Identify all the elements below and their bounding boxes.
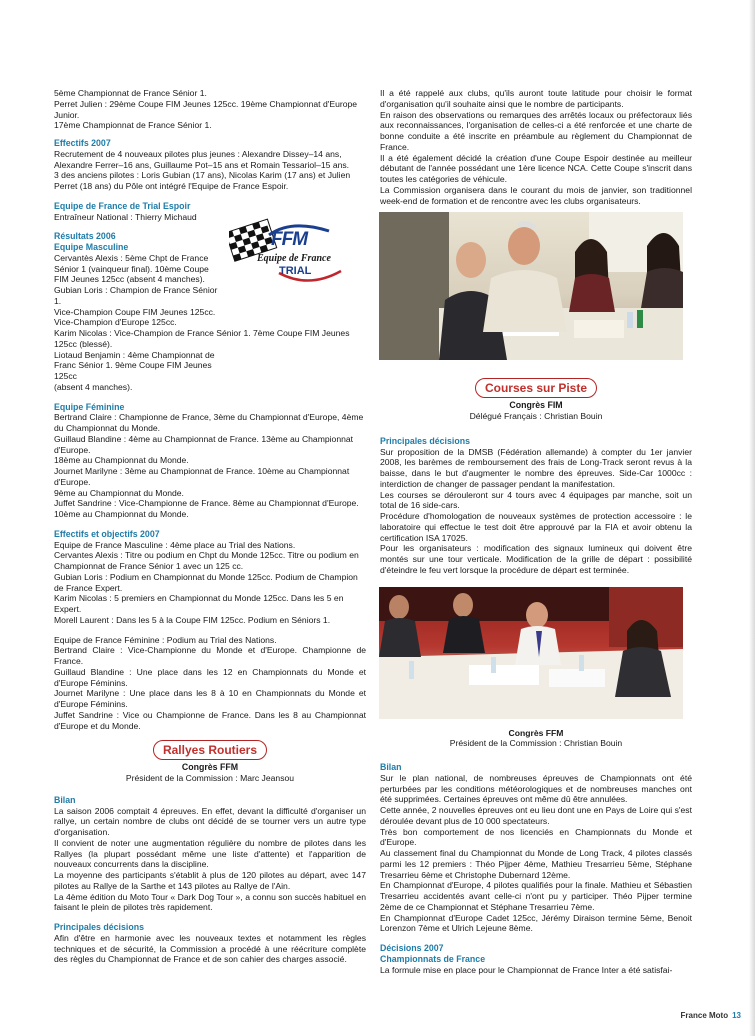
intro-line: Perret Julien : 29ème Coupe FIM Jeunes 125cc. 19ème Championnat d'Europe Junior. [54, 98, 358, 120]
meeting-photo-1 [379, 212, 683, 360]
feminine-line: 18ème au Championnat du Monde. [54, 455, 189, 466]
courses-congres: Congrès FIM [509, 400, 563, 411]
feminine-line: Guillaud Blandine : 4ème au Championnat de France. 13ème au Championnat d'Europe. [54, 433, 354, 455]
objectif-line: Karim Nicolas : 5 premiers en Championnat du Monde 125cc. Dans les 5 en Expert. [54, 593, 344, 614]
courses-bilan-heading: Bilan [380, 762, 402, 772]
result-line: Vice-Champion Coupe FIM Jeunes 125cc. [54, 306, 216, 317]
decisions-2007-heading: Décisions 2007 [380, 943, 444, 953]
objectif-line: Juffet Sandrine : Vice ou Championne de France. Dans les 8 au Championnat d'Europe et du Monde. [54, 709, 366, 731]
objectif-line: Cervantes Alexis : Titre ou podium en Chpt du Monde 125cc. Titre ou podium en Championnat de France Sénior 1 avec un 125 cc. [54, 550, 359, 571]
result-line: Liotaud Benjamin : 4ème Championnat de Franc Sénior 1. 9ème Coupe FIM Jeunes 125cc [54, 349, 215, 381]
right-top-line: Il a été également décidé la création d'une Coupe Espoir destinée au meilleur débutant de l'année possédant une 1ère licence NCA. Cette Coupe s'inscrit dans toutes les catégories de véhicule. [380, 152, 692, 184]
equipe-masculine-heading: Equipe Masculine [54, 242, 129, 252]
ffm-acronym: FFM [271, 229, 308, 250]
intro-line: 5ème Championnat de France Sénior 1. [54, 88, 207, 98]
result-line: Cervantès Alexis : 5ème Chpt de France Sénior 1 (vainqueur final). 10ème Coupe FIM Jeunes 125cc (absent 4 manches). [54, 252, 209, 285]
feminine-line: Journet Marilyne : 3ème au Championnat de France. 10ème au Championnat d'Europe. [54, 466, 350, 487]
courses-decision-line: Pour les organisateurs : modification des signaux lumineux qui doivent être montés sur une tour verticale. Modification de la grille de départ : possibilité d'éteindre le feu vert lorsque la procédure de départ est terminée. [380, 543, 692, 575]
courses-bilan-line: Au classement final du Championnat du Monde de Long Track, 4 pilotes classés parmi les 12 premiers : Théo Pijper 4ème, Mathieu Tresarrieu 5ème, Stéphane Tresarrieu 6ème et Christophe Dubernard 12ème. [380, 848, 692, 880]
rallyes-bilan-line: Il convient de noter une augmentation régulière du nombre de pilotes dans les Rallyes (la plupart possédant même une liste d'attente) et l'apparition de nouveaux concurrents dans la discipline. [54, 837, 366, 870]
footer-page-number: 13 [732, 1011, 741, 1020]
objectif-line: Guillaud Blandine : Une place dans les 12 en Championnats du Monde et d'Europe Féminins. [54, 666, 366, 688]
objectif-line: Equipe de France Féminine : Podium au Trial des Nations. [54, 634, 277, 645]
resultats-2006-heading: Résultats 2006 [54, 231, 116, 242]
effectifs-2007-heading: Effectifs 2007 [54, 138, 111, 148]
courses-bilan-line: Sur le plan national, de nombreuses épreuves de Championnats ont été perturbées par les conditions météorologiques et de nombreuses manches ont été supprimées. Certaines épreuves ont même dû être annulées. [380, 772, 692, 805]
rallyes-bilan-line: La 4ème édition du Moto Tour « Dark Dog Tour », a connu son succès habituel en faisant le plein de pilotes très rapidement. [54, 891, 366, 913]
footer-magazine: France Moto [680, 1011, 729, 1020]
courses-bilan-line: Très bon comportement de nos licenciés en Championnats du Monde et d'Europe. [380, 826, 692, 848]
equipe-espoir-line: Entraîneur National : Thierry Michaud [54, 211, 197, 222]
ffm-trial-logo [229, 215, 349, 289]
feminine-line: Juffet Sandrine : Vice-Championne de France. 8ème au Championnat d'Europe. [54, 498, 359, 509]
rallyes-decisions-heading: Principales décisions [54, 922, 144, 932]
objectif-line: Equipe de France Masculine : 4ème place au Trial des Nations. [54, 539, 296, 550]
objectif-line: Bertrand Claire : Vice-Championne du Monde et d'Europe. Championne de France. [54, 645, 366, 666]
courses-decision-line: Sur proposition de la DMSB (Fédération allemande) à compter du 1er janvier 2008, les barèmes de remboursement des frais de Long-Track seront revus à la baisse, dans le but d'augmenter le nombre des épreuves. Side-Car 1000cc : interdiction de changer de passager pendant la manifestation. [380, 446, 692, 489]
rallyes-decisions-line: Afin d'être en harmonie avec les nouveaux textes et notamment les règles techniques et de sécurité, la Commission a procédé à une réécriture complète des règles du Championnat de France et de son cahier des charges associé. [54, 932, 366, 965]
courses-bilan-line: En Championnat d'Europe, 4 pilotes qualifiés pour la finale. Mathieu et Sébastien Tresarrieu accidentés avant celle-ci n'ont pu y participer. Théo Pijper termine 2ème de ce Championnat et Stéphane Tresarrieu 7ème. [380, 880, 692, 912]
courses-decisions-heading: Principales décisions [380, 435, 470, 446]
page-gutter-shadow [749, 0, 755, 1036]
rallyes-bilan-heading: Bilan [54, 794, 76, 805]
objectif-line: Journet Marilyne : Une place dans les 8 à 10 en Championnats du Monde et d'Europe Féminins. [54, 688, 366, 709]
result-line: (absent 4 manches). [54, 381, 133, 392]
logo-line2: TRIAL [279, 265, 312, 277]
equipe-espoir-heading: Equipe de France de Trial Espoir [54, 200, 191, 211]
meeting-photo-2 [379, 587, 683, 719]
result-line: Vice-Champion d'Europe 125cc. [54, 317, 177, 328]
intro-block [54, 88, 366, 131]
result-line: Karim Nicolas : Vice-Champion de France Sénior 1. 7ème Coupe FIM Jeunes 125cc (blessé). [54, 328, 350, 349]
courses-bilan-line: En Championnat d'Europe Cadet 125cc, Jérémy Diraison termine 5ème, Benoit Lorenzon 7ème et Ulrich Lejeune 8ème. [380, 912, 692, 934]
feminine-line: 9ème au Championnat du Monde. [54, 487, 184, 498]
championnats-heading: Championnats de France [380, 953, 486, 964]
rallyes-congres: Congrès FFM [181, 762, 239, 773]
courses-last-line: La formule mise en place pour le Championnat de France Inter a été satisfai- [380, 964, 673, 975]
objectif-line: Morell Laurent : Dans les 5 à la Coupe FIM 125cc. Podium en Séniors 1. [54, 614, 331, 625]
effectifs-2007-line: 3 des anciens pilotes : Loris Gubian (17 ans), Nicolas Karim (17 ans) et Julien Perret (18 ans) du Pôle ont intégré l'Equipe de France Espoir. [54, 170, 351, 191]
courses-decision-line: Procédure d'homologation de nouveaux systèmes de protection accessoire : le laboratoire qui effectue le test doit être approuvé par la FIA et avoir obtenu la certification ISA 17025. [380, 511, 692, 543]
rallyes-president: Président de la Commission : Marc Jeansou [125, 773, 295, 783]
photo2-caption-president: Président de la Commission : Christian Bouin [449, 738, 623, 749]
right-column [380, 88, 692, 975]
photo2-caption-congres: Congrès FFM [508, 727, 564, 738]
feminine-line: 10ème au Championnat du Monde. [54, 509, 189, 519]
page-footer [681, 1011, 741, 1020]
feminine-line: Bertrand Claire : Championne de France, 3ème du Championnat d'Europe, 4ème du Championnat du Monde. [54, 412, 364, 433]
effectifs-objectifs-heading: Effectifs et objectifs 2007 [54, 528, 160, 539]
intro-line: 17ème Championnat de France Sénior 1. [54, 120, 212, 131]
rallyes-bilan-line: La moyenne des participants s'établit à plus de 120 pilotes au départ, avec 147 pilotes au Rallye de la Sarthe et 143 pilotes au Rallye de l'Ain. [54, 870, 366, 891]
courses-decision-line: Les courses se dérouleront sur 4 tours avec 4 équipages par manche, soit un total de 16 side-cars. [380, 489, 692, 511]
objectif-line: Gubian Loris : Podium en Championnat du Monde 125cc. Podium de Champion de France Expert. [54, 571, 358, 593]
courses-delegue: Délégué Français : Christian Bouin [469, 411, 603, 421]
logo-line1: Equipe de France [257, 253, 331, 264]
equipe-feminine-heading: Equipe Féminine [54, 401, 125, 412]
courses-sur-piste-title: Courses sur Piste [475, 378, 597, 398]
right-top-line: Il a été rappelé aux clubs, qu'ils auront toute latitude pour choisir le format d'organisation qu'il souhaite ainsi que le nombre de participants. [380, 88, 692, 109]
rallyes-routiers-title: Rallyes Routiers [153, 740, 267, 760]
right-top-line: En raison des observations ou remarques des arrêtés locaux ou préfectoraux liés aux reconnaissances, l'organisation de celles-ci a été renforcée et une charte de bonne conduite a été inscrite en préambule au règlement du Championnat de France. [380, 109, 692, 152]
rallyes-bilan-line: La saison 2006 comptait 4 épreuves. En effet, devant la difficulté d'organiser un rallye, un certain nombre de clubs ont décidé de se tourner vers un autre type d'organisation. [54, 805, 366, 837]
right-top-line: La Commission organisera dans le courant du mois de janvier, son traditionnel week-end de formation et de rencontre avec les clubs organisateurs. [380, 184, 692, 206]
effectifs-2007-line: Recrutement de 4 nouveaux pilotes plus jeunes : Alexandre Dissey–14 ans, Alexandre Ferrer–16 ans, Guillaume Pot–15 ans et Romain Tessariol–15 ans. [54, 148, 350, 170]
result-line: Gubian Loris : Champion de France Sénior 1. [54, 285, 218, 306]
courses-bilan-line: Cette année, 2 nouvelles épreuves ont eu lieu dont une en Pays de Loire qui s'est déroulée devant plus de 10 000 spectateurs. [380, 805, 692, 826]
